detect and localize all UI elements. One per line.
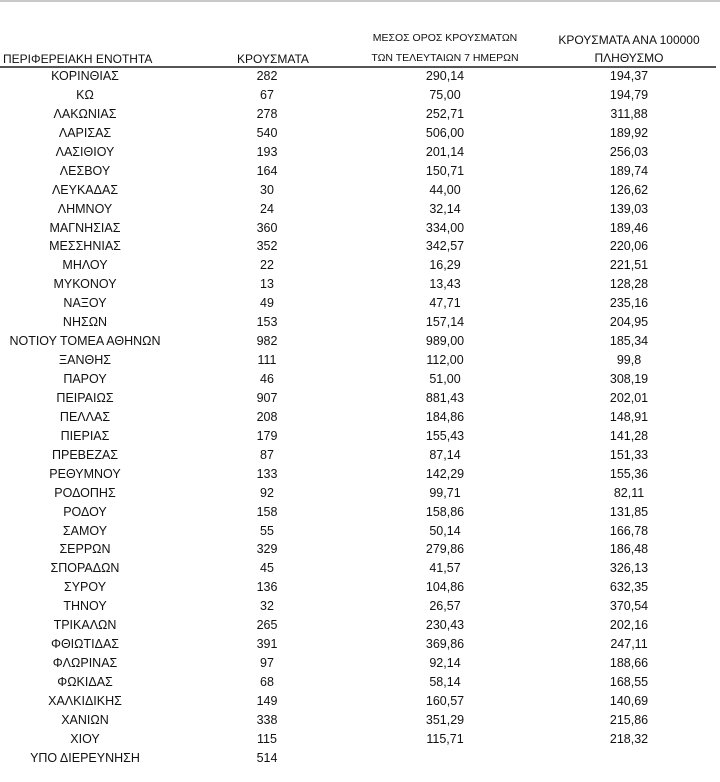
cases-cell: 49 (260, 296, 274, 311)
cases-cell: 360 (256, 220, 278, 235)
cases-cell: 97 (260, 656, 274, 671)
avg-7day-cell: 160,57 (425, 693, 465, 708)
avg-7day-cell: 230,43 (425, 618, 465, 633)
cases-cell: 282 (256, 69, 278, 83)
per-100k-cell: 155,36 (609, 466, 649, 481)
avg-7day-cell: 881,43 (425, 390, 465, 405)
cases-cell: 153 (256, 315, 278, 330)
per-100k-cell: 370,54 (609, 599, 649, 614)
region-cell: ΦΛΩΡΙΝΑΣ (52, 656, 118, 671)
per-100k-cell: 235,16 (609, 296, 649, 311)
cases-cell: 514 (256, 750, 278, 765)
header-per100k-line2: ΠΛΗΘΥΣΜΟ (594, 51, 664, 65)
per-100k-cell: 99,8 (616, 353, 642, 368)
avg-7day-cell: 26,57 (429, 599, 461, 614)
per-100k-cell: 204,95 (609, 315, 649, 330)
per-100k-cell: 151,33 (609, 447, 649, 462)
per-100k-cell: 220,06 (609, 239, 649, 254)
cases-cell: 158 (256, 504, 278, 519)
per-100k-cell: 82,11 (613, 485, 645, 500)
table-row (0, 616, 720, 635)
avg-7day-cell: 158,86 (425, 504, 465, 519)
cases-cell: 92 (260, 485, 274, 500)
cases-cell: 338 (256, 712, 278, 727)
region-cell: ΛΕΥΚΑΔΑΣ (51, 182, 119, 197)
region-cell: ΝΑΞΟΥ (63, 296, 107, 311)
per-100k-cell: 141,28 (609, 428, 649, 443)
cases-cell: 32 (260, 599, 274, 614)
region-cell: ΦΘΙΩΤΙΔΑΣ (50, 637, 120, 652)
region-cell: ΚΟΡΙΝΘΙΑΣ (51, 69, 119, 83)
region-cell: ΠΕΙΡΑΙΩΣ (56, 390, 114, 405)
avg-7day-cell: 334,00 (425, 220, 465, 235)
avg-7day-cell: 58,14 (429, 675, 461, 689)
table-row (0, 124, 720, 143)
table-row (0, 143, 720, 162)
region-cell: ΡΟΔΟΠΗΣ (54, 485, 116, 500)
region-cell: ΜΥΚΟΝΟΥ (53, 277, 117, 292)
per-100k-cell: 139,03 (609, 201, 649, 216)
avg-7day-cell: 44,00 (429, 182, 461, 197)
table-row (0, 294, 720, 313)
per-100k-cell: 128,28 (609, 277, 649, 292)
table-row (0, 162, 720, 181)
region-cell: ΡΟΔΟΥ (63, 504, 107, 519)
avg-7day-cell: 104,86 (425, 580, 465, 595)
region-cell: ΦΩΚΙΔΑΣ (57, 675, 113, 689)
table-row (0, 332, 720, 351)
region-cell: ΛΗΜΝΟΥ (57, 201, 113, 216)
avg-7day-cell: 99,71 (429, 485, 461, 500)
cases-cell: 136 (256, 580, 278, 595)
table-row (0, 105, 720, 124)
per-100k-cell: 215,86 (609, 712, 649, 727)
per-100k-cell: 126,62 (609, 182, 649, 197)
avg-7day-cell: 369,86 (425, 637, 465, 652)
per-100k-cell: 186,48 (609, 542, 649, 557)
region-cell: ΛΕΣΒΟΥ (59, 163, 111, 178)
avg-7day-cell: 155,43 (425, 428, 465, 443)
avg-7day-cell: 41,57 (429, 561, 461, 576)
region-cell: ΠΡΕΒΕΖΑΣ (51, 447, 119, 462)
avg-7day-cell: 50,14 (429, 523, 461, 538)
region-cell: ΛΑΡΙΣΑΣ (58, 125, 112, 140)
avg-7day-cell: 75,00 (429, 87, 461, 102)
avg-7day-cell: 112,00 (426, 353, 464, 368)
per-100k-cell: 189,74 (609, 163, 649, 178)
table-row (0, 578, 720, 597)
region-cell: ΡΕΘΥΜΝΟΥ (49, 466, 121, 481)
cases-cell: 22 (260, 258, 274, 273)
table-row (0, 711, 720, 730)
avg-7day-cell: 47,71 (429, 296, 461, 311)
cases-cell: 133 (256, 466, 278, 481)
per-100k-cell: 166,78 (609, 523, 649, 538)
avg-7day-cell: 115,71 (426, 731, 464, 746)
avg-7day-cell: 342,57 (425, 239, 465, 254)
per-100k-cell: 188,66 (609, 656, 649, 671)
per-100k-cell: 632,35 (609, 580, 649, 595)
avg-7day-cell: 506,00 (425, 125, 465, 140)
per-100k-cell: 326,13 (609, 561, 649, 576)
table-row (0, 256, 720, 275)
table-row (0, 673, 720, 692)
table-row (0, 370, 720, 389)
avg-7day-cell: 32,14 (429, 201, 461, 216)
header-avg-line2: ΤΩΝ ΤΕΛΕΥΤΑΙΩΝ 7 ΗΜΕΡΩΝ (371, 52, 519, 64)
cases-cell: 193 (256, 144, 278, 159)
region-cell: ΤΡΙΚΑΛΩΝ (53, 618, 117, 633)
avg-7day-cell: 150,71 (425, 163, 465, 178)
header-region: ΠΕΡΙΦΕΡΕΙΑΚΗ ΕΝΟΤΗΤΑ (3, 52, 153, 66)
cases-cell: 164 (256, 163, 278, 178)
per-100k-cell: 218,32 (609, 731, 649, 746)
region-cell: ΛΑΚΩΝΙΑΣ (53, 106, 117, 121)
per-100k-cell: 202,16 (609, 618, 649, 633)
table-row (0, 749, 720, 768)
table-body (0, 67, 720, 768)
header-avg-line1: ΜΕΣΟΣ ΟΡΟΣ ΚΡΟΥΣΜΑΤΩΝ (372, 32, 518, 44)
cases-cell: 179 (256, 428, 278, 443)
cases-cell: 278 (256, 106, 278, 121)
region-cell: ΜΑΓΝΗΣΙΑΣ (49, 220, 121, 235)
per-100k-cell: 202,01 (609, 390, 649, 405)
table-row (0, 522, 720, 541)
cases-cell: 115 (257, 731, 277, 746)
avg-7day-cell: 13,43 (429, 277, 461, 292)
table-row (0, 654, 720, 673)
per-100k-cell: 185,34 (609, 334, 649, 349)
table-row (0, 408, 720, 427)
per-100k-cell: 148,91 (609, 409, 649, 424)
cases-cell: 45 (260, 561, 274, 576)
cases-cell: 67 (260, 87, 274, 102)
per-100k-cell: 311,88 (610, 106, 648, 121)
top-divider (0, 0, 720, 2)
region-cell: ΞΑΝΘΗΣ (59, 353, 111, 368)
avg-7day-cell: 16,29 (429, 258, 461, 273)
table-row (0, 200, 720, 219)
cases-cell: 982 (256, 334, 278, 349)
region-cell: ΧΑΝΙΩΝ (61, 712, 109, 727)
per-100k-cell: 194,37 (609, 69, 649, 83)
region-cell: ΝΗΣΩΝ (62, 315, 108, 330)
cases-cell: 391 (256, 637, 278, 652)
per-100k-cell: 189,92 (609, 125, 649, 140)
per-100k-cell: 131,85 (609, 504, 649, 519)
table-row (0, 730, 720, 749)
table-row (0, 275, 720, 294)
table-row (0, 446, 720, 465)
region-cell: ΠΕΛΛΑΣ (59, 409, 111, 424)
avg-7day-cell: 279,86 (425, 542, 465, 557)
per-100k-cell: 168,55 (609, 675, 649, 689)
table-row (0, 389, 720, 408)
table-row (0, 597, 720, 616)
per-100k-cell: 256,03 (609, 144, 649, 159)
per-100k-cell: 221,51 (609, 258, 649, 273)
table-row (0, 692, 720, 711)
table-row (0, 465, 720, 484)
table-row (0, 313, 720, 332)
avg-7day-cell: 51,00 (429, 372, 461, 386)
region-cell: ΣΠΟΡΑΔΩΝ (50, 561, 120, 576)
cases-cell: 55 (260, 523, 274, 538)
cases-cell: 24 (260, 201, 274, 216)
header-cases: ΚΡΟΥΣΜΑΤΑ (237, 52, 309, 66)
region-cell: ΛΑΣΙΘΙΟΥ (55, 144, 115, 159)
cases-cell: 907 (256, 390, 278, 405)
per-100k-cell: 247,11 (610, 637, 648, 652)
region-cell: ΠΙΕΡΙΑΣ (60, 428, 110, 443)
header-per100k-line1: ΚΡΟΥΣΜΑΤΑ ΑΝΑ 100000 (558, 33, 700, 47)
table-row (0, 484, 720, 503)
table-row (0, 559, 720, 578)
table-row (0, 86, 720, 105)
table-row (0, 219, 720, 238)
per-100k-cell: 194,79 (609, 87, 649, 102)
region-cell: ΜΕΣΣΗΝΙΑΣ (49, 239, 121, 254)
avg-7day-cell: 290,14 (425, 69, 465, 83)
cases-cell: 329 (256, 542, 278, 557)
avg-7day-cell: 87,14 (429, 447, 461, 462)
table-row (0, 635, 720, 654)
avg-7day-cell: 142,29 (425, 466, 465, 481)
cases-cell: 68 (260, 675, 274, 689)
region-cell: ΤΗΝΟΥ (63, 599, 107, 614)
cases-cell: 13 (260, 277, 274, 292)
cases-cell: 30 (260, 182, 274, 197)
table-row (0, 503, 720, 522)
cases-cell: 111 (257, 353, 277, 368)
cases-cell: 46 (260, 372, 274, 386)
region-cell: ΠΑΡΟΥ (63, 372, 107, 386)
region-cell: ΣΕΡΡΩΝ (59, 542, 111, 557)
region-cell: ΚΩ (76, 87, 94, 102)
table-row (0, 351, 720, 370)
region-cell: ΜΗΛΟΥ (62, 258, 108, 273)
region-cell: ΣΑΜΟΥ (62, 523, 108, 538)
per-100k-cell: 189,46 (609, 220, 649, 235)
region-cell: ΣΥΡΟΥ (63, 580, 107, 595)
cases-cell: 352 (256, 239, 278, 254)
table-row (0, 181, 720, 200)
per-100k-cell: 140,69 (609, 693, 649, 708)
table-row (0, 427, 720, 446)
per-100k-cell: 308,19 (609, 372, 649, 386)
table-row (0, 237, 720, 256)
avg-7day-cell: 184,86 (425, 409, 465, 424)
region-cell: ΝΟΤΙΟΥ ΤΟΜΕΑ ΑΘΗΝΩΝ (9, 334, 161, 349)
avg-7day-cell: 92,14 (429, 656, 461, 671)
avg-7day-cell: 351,29 (425, 712, 465, 727)
table-row (0, 540, 720, 559)
region-cell: ΧΑΛΚΙΔΙΚΗΣ (48, 693, 122, 708)
cases-cell: 265 (256, 618, 278, 633)
region-cell: ΧΙΟΥ (70, 731, 100, 746)
avg-7day-cell: 989,00 (425, 334, 465, 349)
cases-cell: 208 (256, 409, 278, 424)
avg-7day-cell: 201,14 (425, 144, 465, 159)
cases-cell: 87 (260, 447, 274, 462)
cases-cell: 540 (256, 125, 278, 140)
table-row (0, 67, 720, 86)
cases-cell: 149 (256, 693, 278, 708)
avg-7day-cell: 157,14 (425, 315, 465, 330)
avg-7day-cell: 252,71 (425, 106, 465, 121)
region-cell: ΥΠΟ ΔΙΕΡΕΥΝΗΣΗ (30, 750, 140, 765)
